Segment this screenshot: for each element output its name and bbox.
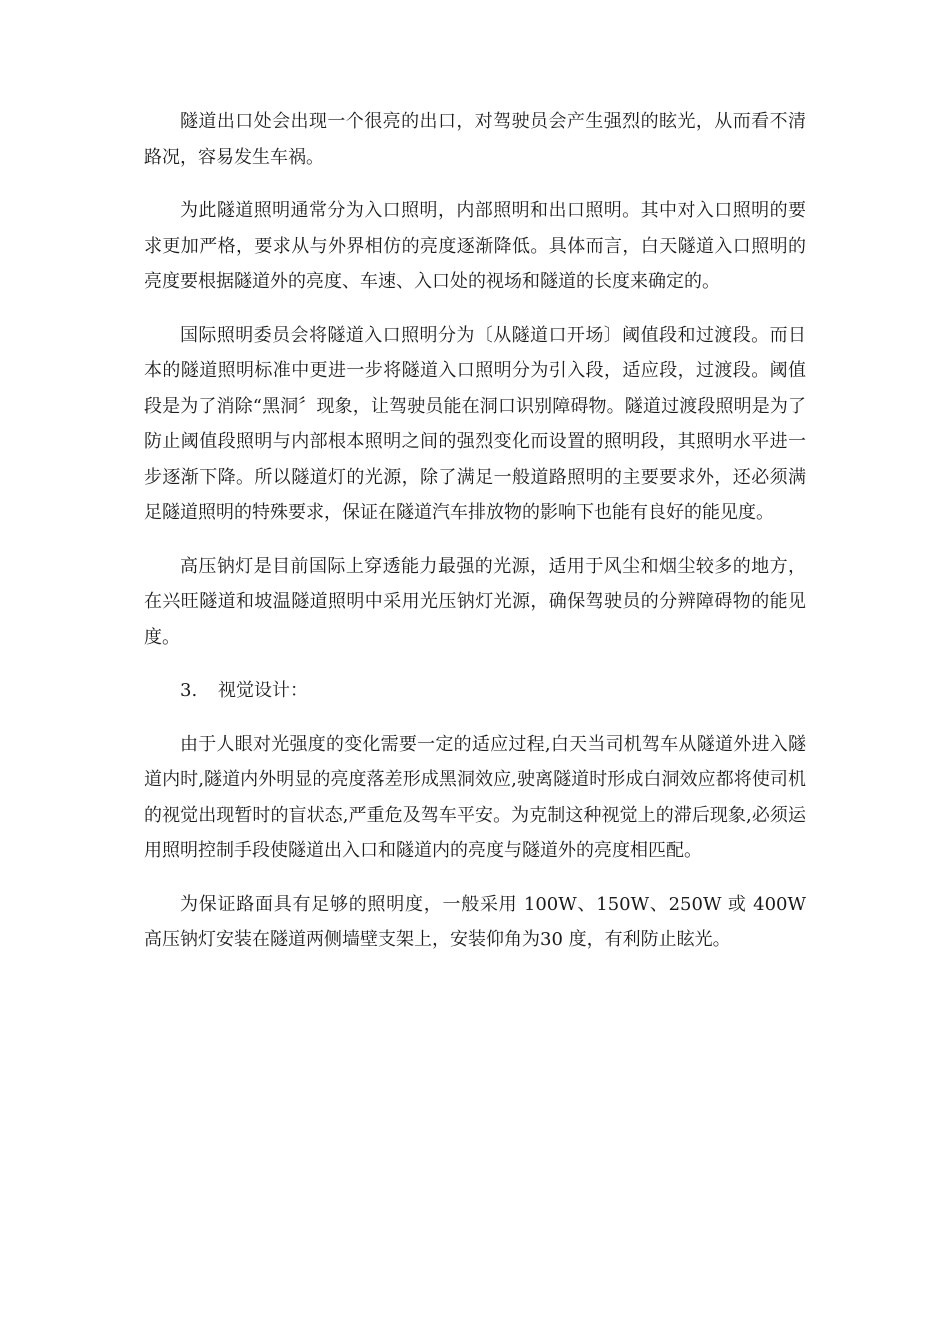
section-number: 3. <box>180 680 198 701</box>
document-page <box>144 104 806 976</box>
paragraph-cie-standards: 国际照明委员会将隧道入口照明分为〔从隧道口开场〕阈值段和过渡段。而日本的隧道照明标准中更进一步将隧道入口照明分为引入段，适应段，过渡段。阈值段是为了消除“黑洞〞现象，让驾驶员能在洞口识别障碍物。隧道过渡段照明是为了防止阈值段照明与内部根本照明之间的强烈变化而设置的照明段，其照明水平进一步逐渐下降。所以隧道灯的光源，除了满足一般道路照明的主要要求外，还必须满足隧道照明的特殊要求，保证在隧道汽车排放物的影响下也能有良好的能见度。 <box>144 324 806 523</box>
paragraph-lighting-zones: 为此隧道照明通常分为入口照明，内部照明和出口照明。其中对入口照明的要求更加严格，要求从与外界相仿的亮度逐渐降低。具体而言，白天隧道入口照明的亮度要根据隧道外的亮度、车速、入口处的视场和隧道的长度来确定的。 <box>144 200 806 292</box>
section-heading <box>144 673 806 709</box>
paragraph-lamp-installation: 为保证路面具有足够的照明度，一般采用 100W、150W、250W 或 400W 高压钠灯安装在隧道两侧墙壁支架上，安装仰角为30 度，有利防止眩光。 <box>144 893 806 950</box>
paragraph-visual-adaptation: 由于人眼对光强度的变化需要一定的适应过程,白天当司机驾车从隧道外进入隧道内时,隧道内外明显的亮度落差形成黑洞效应,驶离隧道时形成白洞效应都将使司机的视觉出现暂时的盲状态,严重危及驾车平安。为克制这种视觉上的滞后现象,必须运用照明控制手段使隧道出入口和隧道内的亮度与隧道外的亮度相匹配。 <box>144 733 806 861</box>
paragraph-exit-glare: 隧道出口处会出现一个很亮的出口，对驾驶员会产生强烈的眩光，从而看不清路况，容易发生车祸。 <box>144 111 806 168</box>
paragraph-sodium-lamp: 高压钠灯是目前国际上穿透能力最强的光源，适用于风尘和烟尘较多的地方，在兴旺隧道和坡温隧道照明中采用光压钠灯光源，确保驾驶员的分辨障碍物的能见度。 <box>144 555 806 648</box>
section-title: 视觉设计： <box>218 680 308 701</box>
